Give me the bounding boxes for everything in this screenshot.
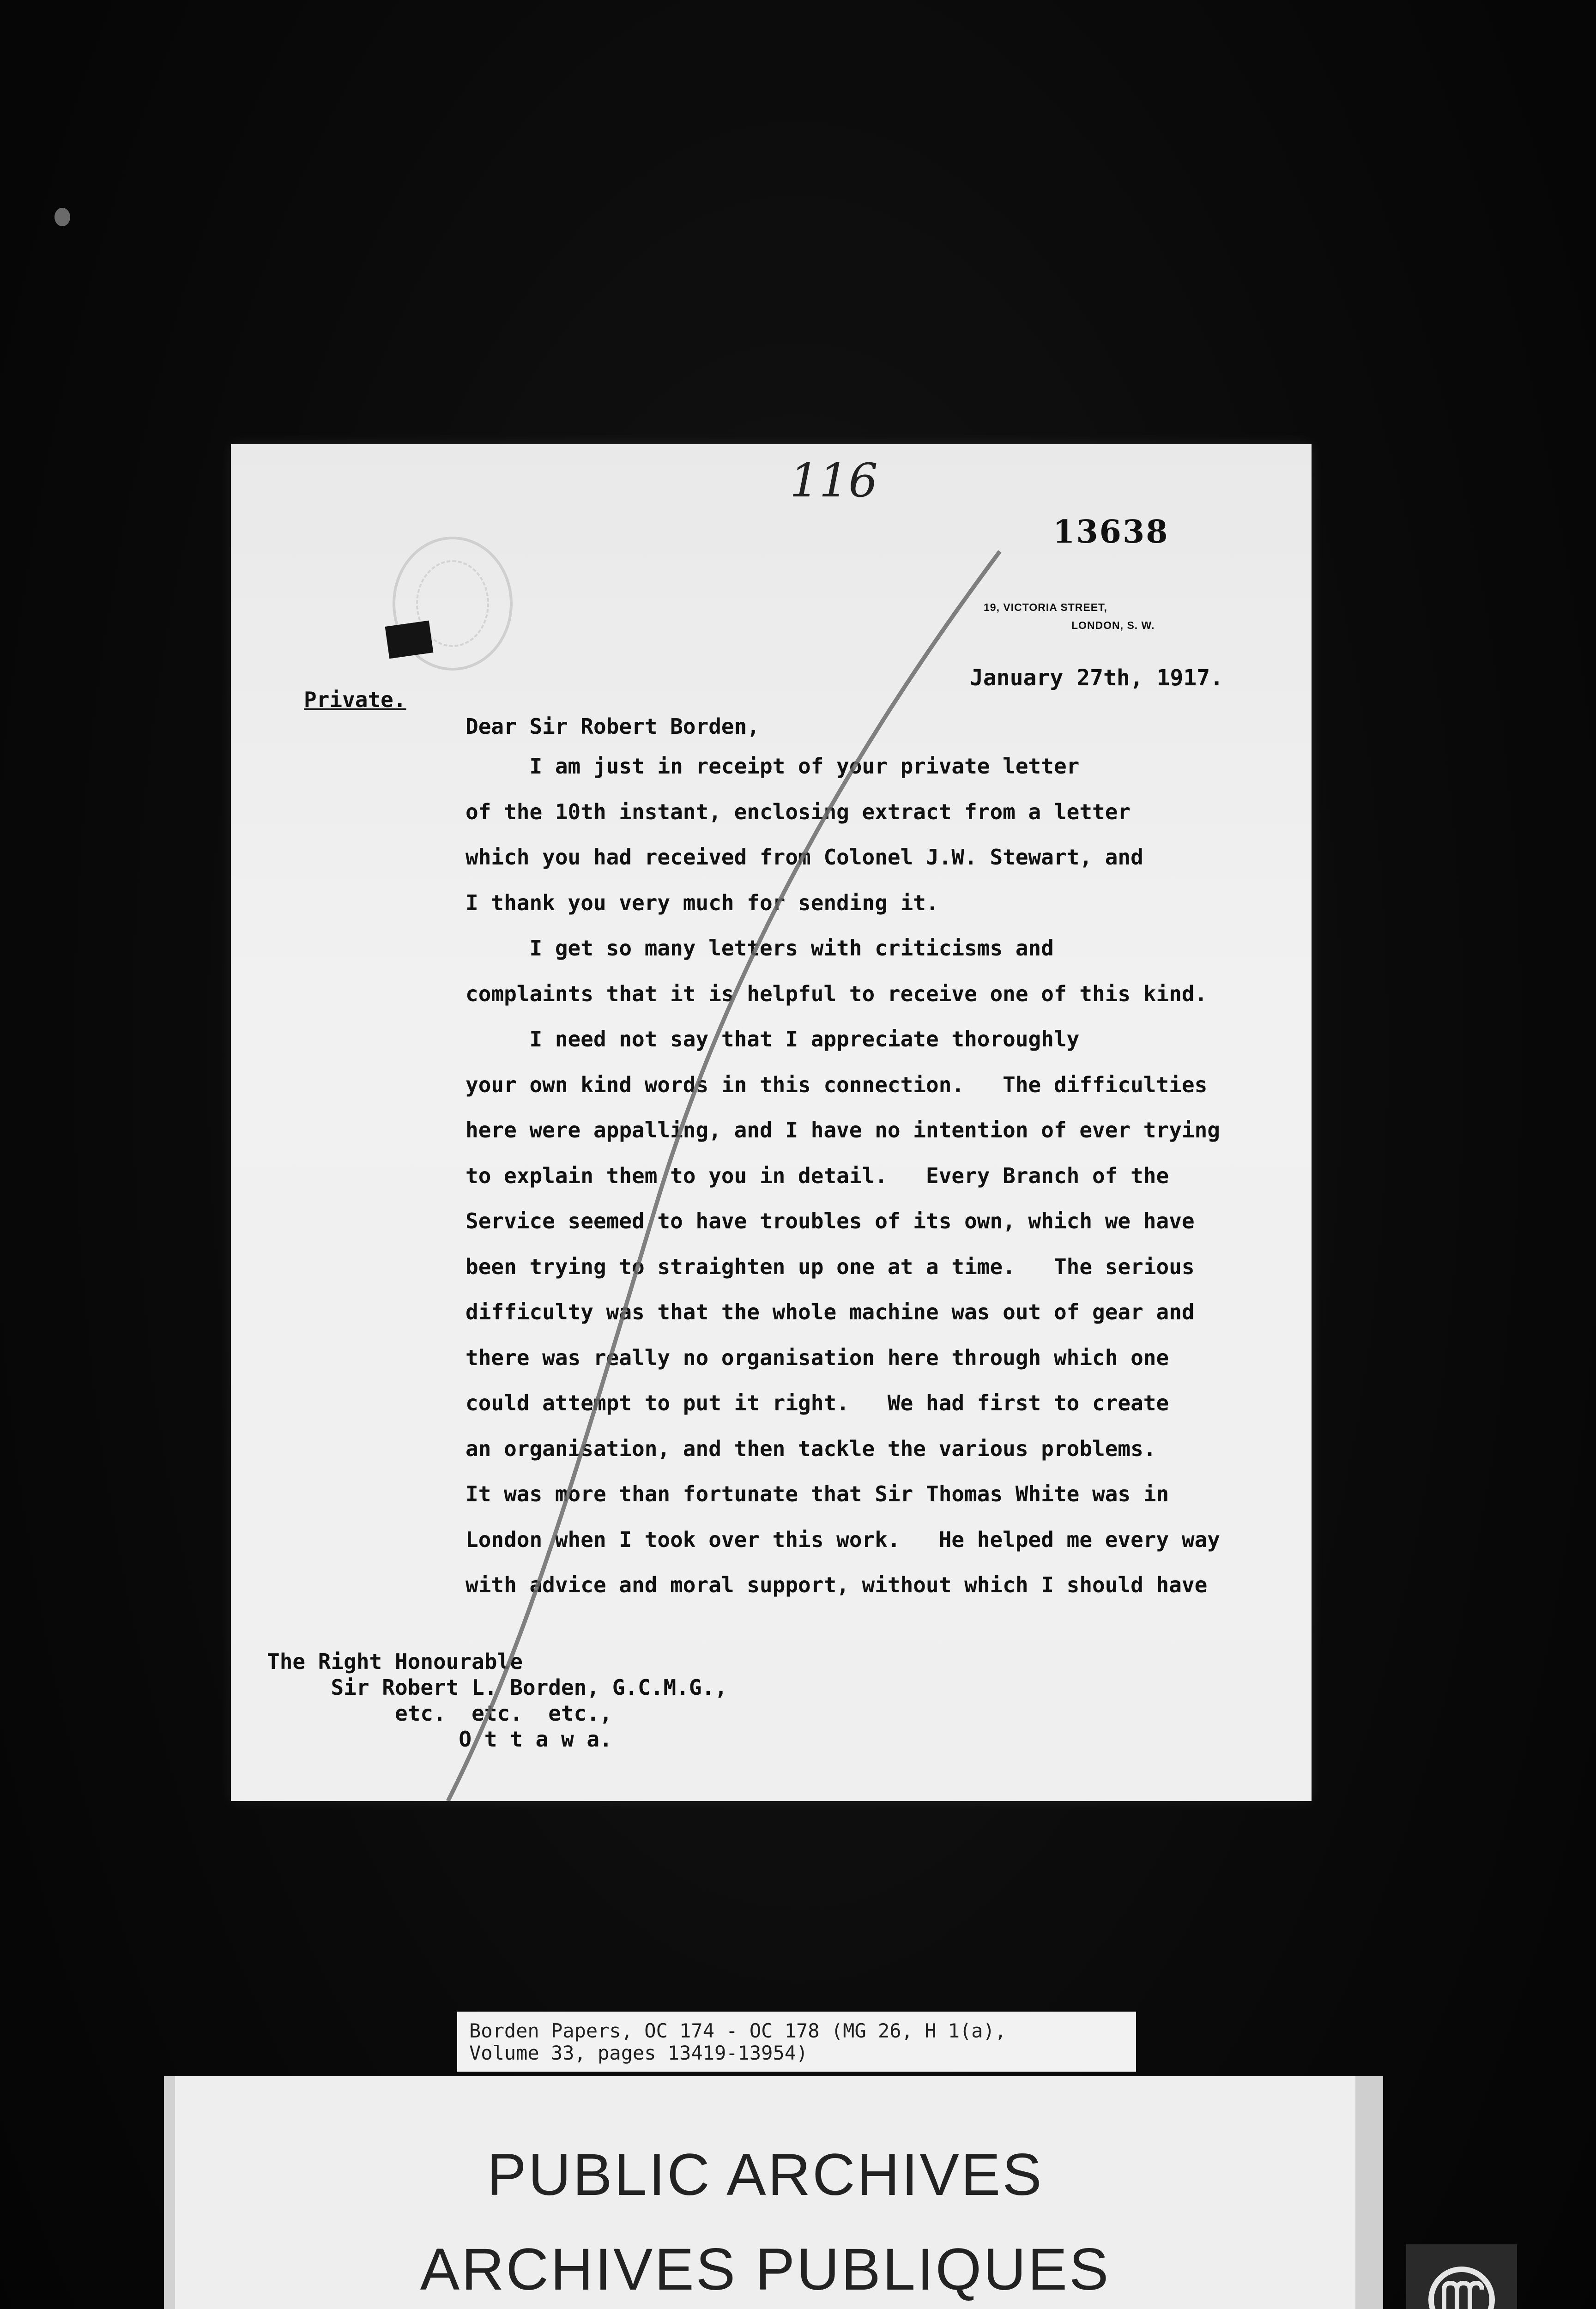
- film-dust-spot: [54, 208, 70, 226]
- body-line: difficulty was that the whole machine was out of gear and: [466, 1300, 1195, 1324]
- body-line: It was more than fortunate that Sir Thomas White was in: [466, 1481, 1169, 1506]
- microfilm-logo-icon: [1406, 2244, 1517, 2309]
- salutation: Dear Sir Robert Borden,: [466, 714, 760, 739]
- document-number: 13638: [1053, 514, 1169, 550]
- handwritten-page-number: 116: [790, 453, 878, 508]
- body-line: here were appalling, and I have no intention of ever trying: [466, 1118, 1220, 1142]
- recipient-line: Sir Robert L. Borden, G.C.M.G.,: [267, 1675, 727, 1700]
- archive-title-french: ARCHIVES PUBLIQUES: [420, 2236, 1111, 2303]
- letter-date: January 27th, 1917.: [970, 665, 1224, 691]
- address-line: LONDON, S. W.: [1071, 619, 1155, 631]
- body-line: been trying to straighten up one at a time. The serious: [466, 1254, 1195, 1279]
- body-line: I need not say that I appreciate thoroughly: [466, 1027, 1080, 1052]
- pencil-stroke: [231, 444, 1312, 1801]
- public-archives-card: [164, 2076, 1383, 2309]
- reference-line: Borden Papers, OC 174 - OC 178 (MG 26, H 1(a),: [469, 2019, 1007, 2042]
- recipient-line: O t t a w a.: [267, 1727, 612, 1752]
- body-line: could attempt to put it right. We had first to create: [466, 1390, 1169, 1415]
- body-line: I get so many letters with criticisms and: [466, 936, 1054, 961]
- body-line: to explain them to you in detail. Every Branch of the: [466, 1163, 1169, 1188]
- recipient-line: etc. etc. etc.,: [267, 1701, 612, 1726]
- body-line: which you had received from Colonel J.W. Stewart, and: [466, 845, 1143, 870]
- body-line: London when I took over this work. He helped me every way: [466, 1527, 1220, 1552]
- body-line: there was really no organisation here through which one: [466, 1345, 1169, 1370]
- body-line: with advice and moral support, without which I should have: [466, 1572, 1208, 1597]
- body-line: I am just in receipt of your private letter: [466, 754, 1080, 779]
- private-label: Private.: [304, 687, 406, 712]
- body-line: of the 10th instant, enclosing extract from a letter: [466, 799, 1131, 824]
- address-line: 19, VICTORIA STREET,: [984, 601, 1107, 613]
- body-line: I thank you very much for sending it.: [466, 890, 939, 915]
- reference-line: Volume 33, pages 13419-13954): [469, 2042, 808, 2064]
- archive-title-english: PUBLIC ARCHIVES: [487, 2142, 1044, 2208]
- body-line: your own kind words in this connection. The difficulties: [466, 1072, 1208, 1097]
- body-line: Service seemed to have troubles of its own, which we have: [466, 1209, 1195, 1233]
- letter-page: [231, 444, 1312, 1801]
- body-line: complaints that it is helpful to receive one of this kind.: [466, 981, 1208, 1006]
- body-line: an organisation, and then tackle the various problems.: [466, 1436, 1156, 1461]
- reference-label: [457, 2012, 1136, 2072]
- recipient-line: The Right Honourable: [267, 1649, 523, 1674]
